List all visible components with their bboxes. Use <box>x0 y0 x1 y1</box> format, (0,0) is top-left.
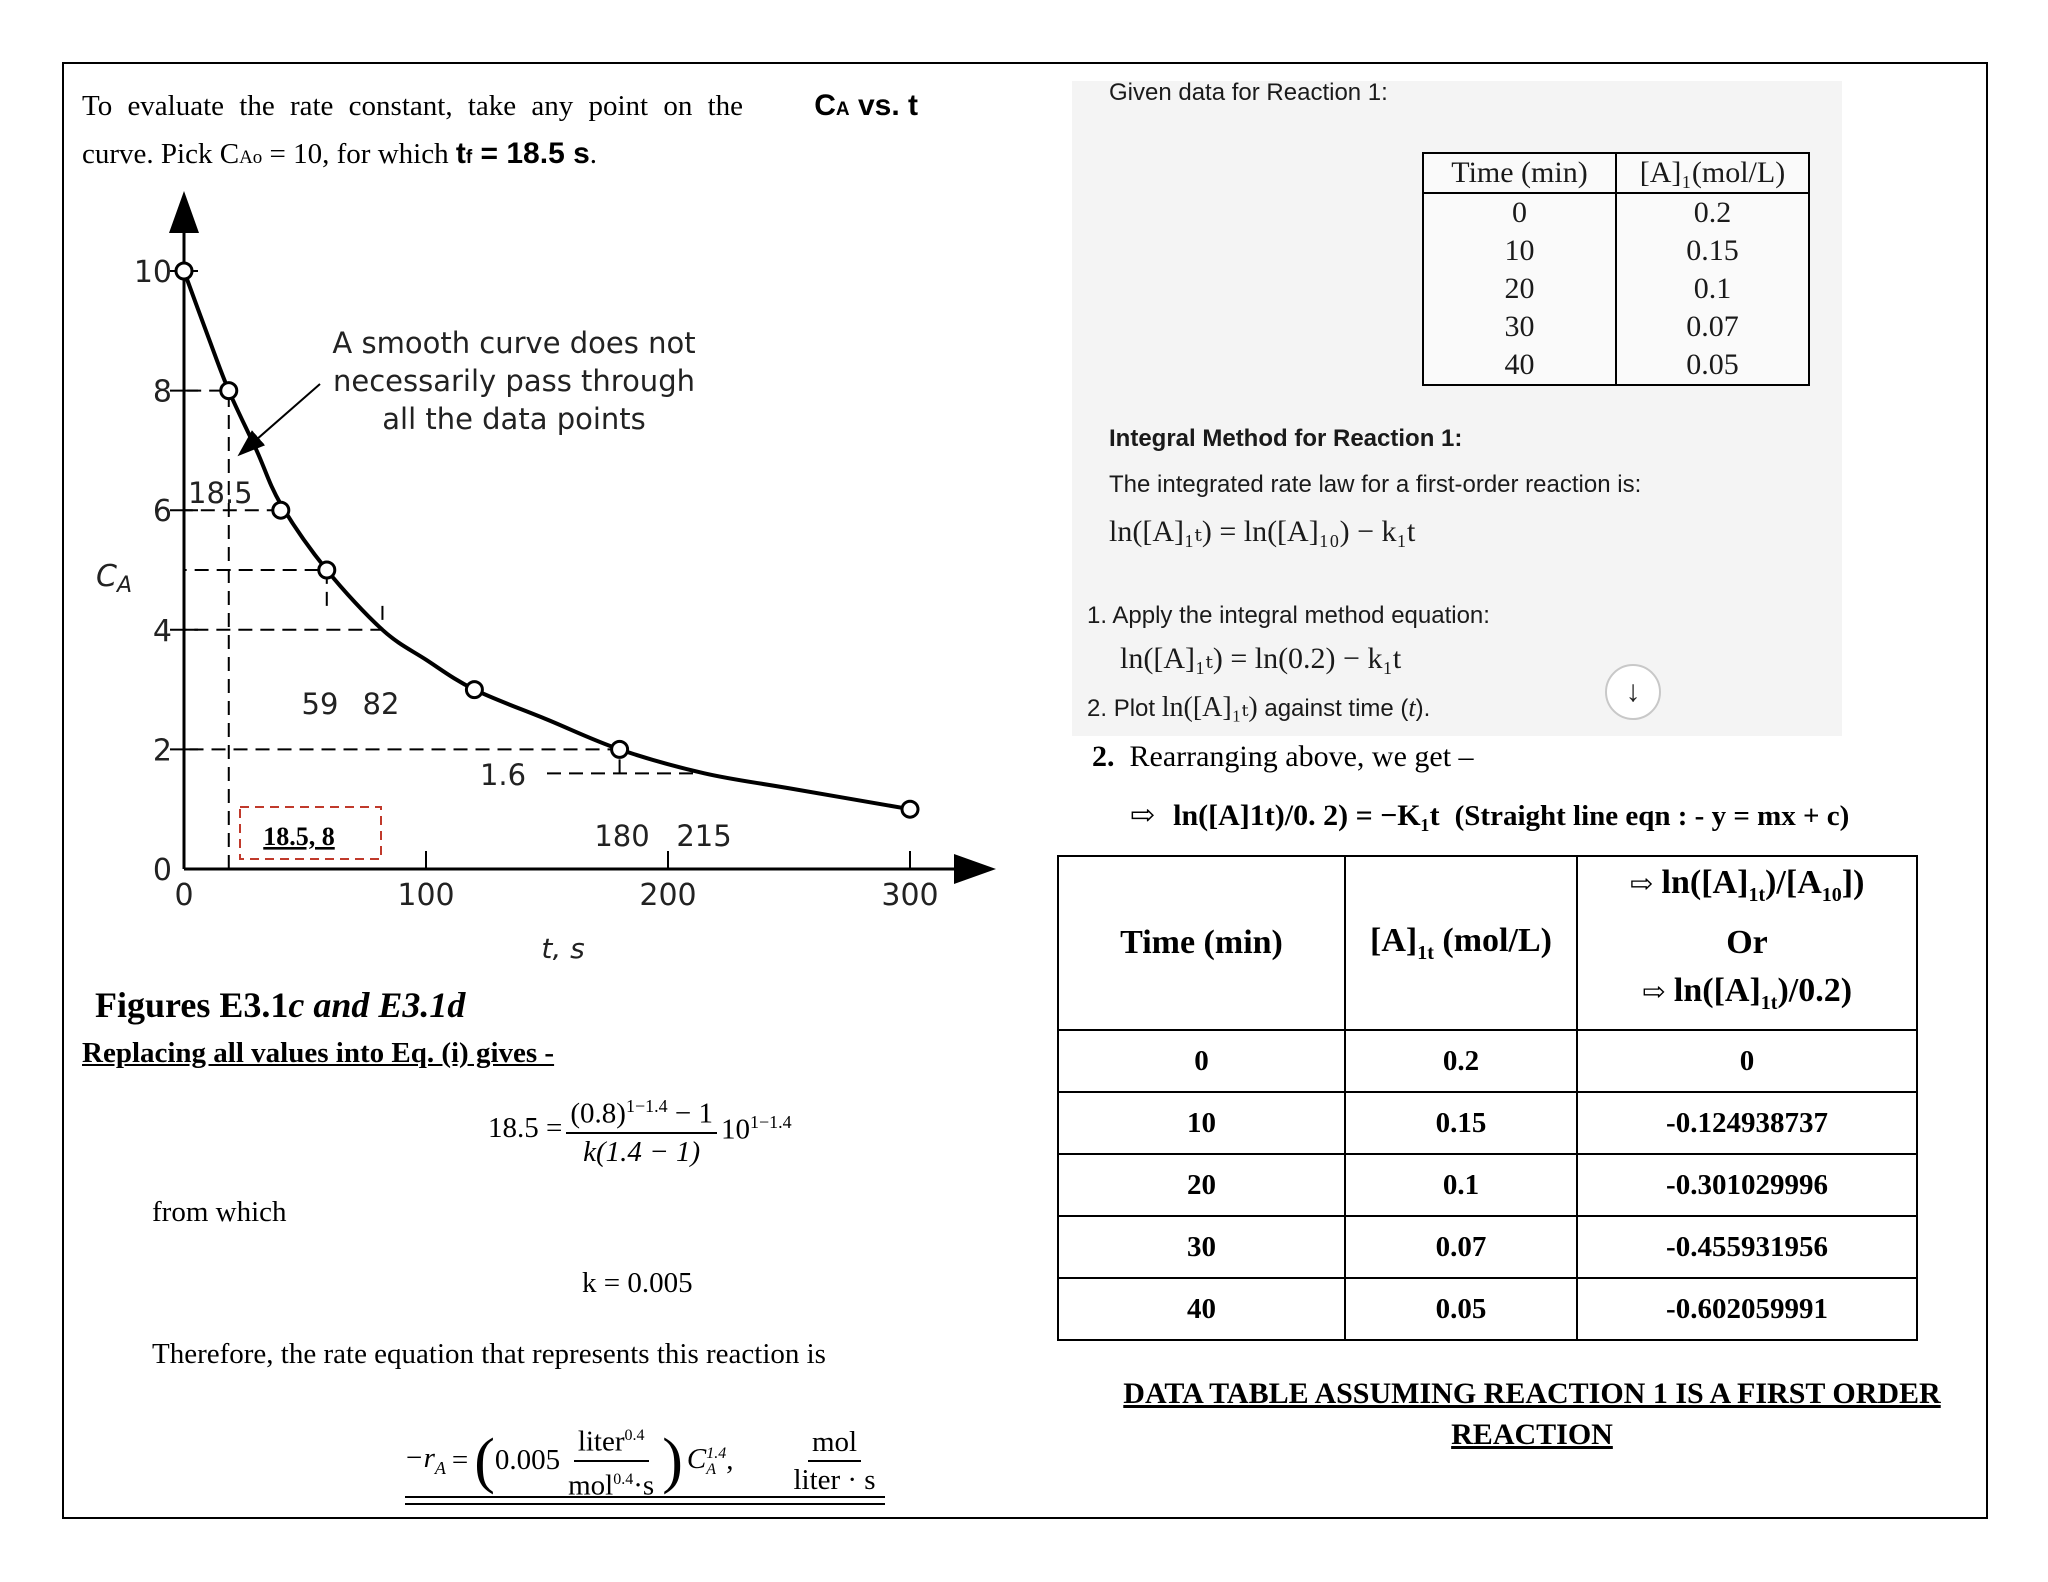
table-row: 0 0.2 0 <box>1058 1030 1917 1092</box>
axis-label-t: t, s <box>541 932 585 960</box>
arrow-right-icon: ⇨ <box>1641 977 1666 1008</box>
table-row: 10 0.15 <box>1423 232 1809 270</box>
annotation-leader <box>248 384 320 447</box>
step-2: 2. Plot ln([A]₁ₜ) against time (t). <box>1087 692 1431 723</box>
therefore-text: Therefore, the rate equation that represents this reaction is <box>152 1338 826 1370</box>
x-tick-label: 0 <box>174 878 194 913</box>
integrated-law-text: The integrated rate law for a first-order reaction is: <box>1109 471 1642 498</box>
first-order-data-table <box>1057 855 1918 1341</box>
integrated-law-eq: ln([A]₁ₜ) = ln([A]₁₀) − k₁t <box>1109 515 1416 548</box>
y-tick-label: 0 <box>152 853 172 888</box>
figure-caption: Figures E3.1c and E3.1d <box>95 985 466 1025</box>
table-row: 40 0.05 -0.602059991 <box>1058 1278 1917 1340</box>
col-header-time: Time (min) <box>1423 153 1616 193</box>
rearranging-text: 2. Rearranging above, we get – <box>1092 740 1474 773</box>
data-point <box>176 263 192 279</box>
x-tick-label: 100 <box>397 878 455 913</box>
arrow-right-icon: ⇨ <box>1130 799 1156 832</box>
col-header-time: Time (min) <box>1058 856 1345 1030</box>
eq-18-5: 18.5 = $\frac{(0.8)^{1-1.4} - 1}{k(1.4 - 1)}$ $10^{1-1.4}$ <box>488 1088 792 1170</box>
table-row: 30 0.07 <box>1423 308 1809 346</box>
from-which-text: from which <box>152 1196 287 1228</box>
label-59: 59 <box>301 687 339 721</box>
reaction1-table <box>1422 152 1810 386</box>
step-1-eq: ln([A]₁ₜ) = ln(0.2) − k₁t <box>1120 642 1402 675</box>
boxed-label: 18.5, 8 <box>263 822 335 851</box>
data-point <box>273 502 289 518</box>
data-point <box>319 562 335 578</box>
table-row: 40 0.05 <box>1423 346 1809 385</box>
col-header-ln: ⇨ $\ln([A]_{1t})/[A_{10}]$) Or ⇨ $\ln([A]_{1t})/0.2$) <box>1577 856 1917 1030</box>
y-tick-label: 6 <box>152 494 172 530</box>
annotation-line-1: A smooth curve does not <box>332 326 696 360</box>
data-table-caption: DATA TABLE ASSUMING REACTION 1 IS A FIRST ORDER REACTION <box>1123 1377 1941 1451</box>
y-tick-label: 4 <box>152 613 172 649</box>
table-row: 10 0.15 -0.124938737 <box>1058 1092 1917 1154</box>
guide-line <box>184 606 382 630</box>
straight-line-eq: ⇨ ln([A]1t)/0. 2) = −K₁t (Straight line eqn : - y = mx + c) <box>1130 799 1850 832</box>
guide-line <box>184 570 327 606</box>
data-point <box>221 383 237 399</box>
step-1: 1. Apply the integral method equation: <box>1087 602 1490 629</box>
table-row: 20 0.1 <box>1423 270 1809 308</box>
table-row: 0 0.2 <box>1423 193 1809 232</box>
ca-vs-t: CA vs. t <box>814 89 918 122</box>
label-82: 82 <box>362 687 400 721</box>
embedded-screenshot <box>1072 81 1842 736</box>
ca-vs-t-chart <box>0 0 1000 960</box>
intro-text-1: To evaluate the rate constant, take any point on the <box>82 90 744 122</box>
data-point <box>902 801 918 817</box>
col-header-conc: $[A]_{1t}$ (mol/L) <box>1345 856 1577 1030</box>
rate-double-underline <box>405 1496 885 1505</box>
guide-line <box>184 749 620 773</box>
arrow-down-icon: ↓ <box>1625 675 1641 708</box>
table-row: 20 0.1 -0.301029996 <box>1058 1154 1917 1216</box>
replacing-heading: Replacing all values into Eq. (i) gives - <box>82 1037 555 1069</box>
data-point <box>466 682 482 698</box>
y-tick-label: 8 <box>152 374 172 410</box>
y-tick-label: 10 <box>133 255 172 290</box>
data-point <box>612 741 628 757</box>
integral-method-title: Integral Method for Reaction 1: <box>1109 425 1463 452</box>
tf-value: tf = 18.5 s <box>455 137 590 170</box>
given-data-label: Given data for Reaction 1: <box>1109 79 1388 106</box>
intro-line-2: curve. Pick CAo = 10, for which tf = 18.5 s. <box>82 137 598 170</box>
annotation-line-2: necessarily pass through <box>333 364 695 398</box>
annotation-line-3: all the data points <box>382 402 646 436</box>
y-tick-label: 2 <box>152 733 172 769</box>
label-18-5: 18.5 <box>188 476 253 510</box>
x-tick-label: 200 <box>639 878 697 913</box>
label-215: 215 <box>676 819 732 853</box>
label-180: 180 <box>594 819 650 853</box>
arrow-right-icon: ⇨ <box>1629 869 1654 901</box>
table-row: 30 0.07 -0.455931956 <box>1058 1216 1917 1278</box>
axis-label-ca: $C_A$ <box>96 559 133 598</box>
scroll-down-button[interactable] <box>1605 664 1661 720</box>
k-value: k = 0.005 <box>582 1267 693 1299</box>
label-1-6: 1.6 <box>479 758 527 792</box>
x-tick-label: 300 <box>881 878 939 913</box>
rate-equation: $-r_A$ = ( 0.005 $\frac{liter^{0.4}}{mol^{0.4}\cdot s}$ ) C 1.4 A , $\frac{\text{mol}}{\text{liter · s}}$ <box>404 1418 884 1503</box>
col-header-conc: [A]₁(mol/L) <box>1616 153 1809 193</box>
